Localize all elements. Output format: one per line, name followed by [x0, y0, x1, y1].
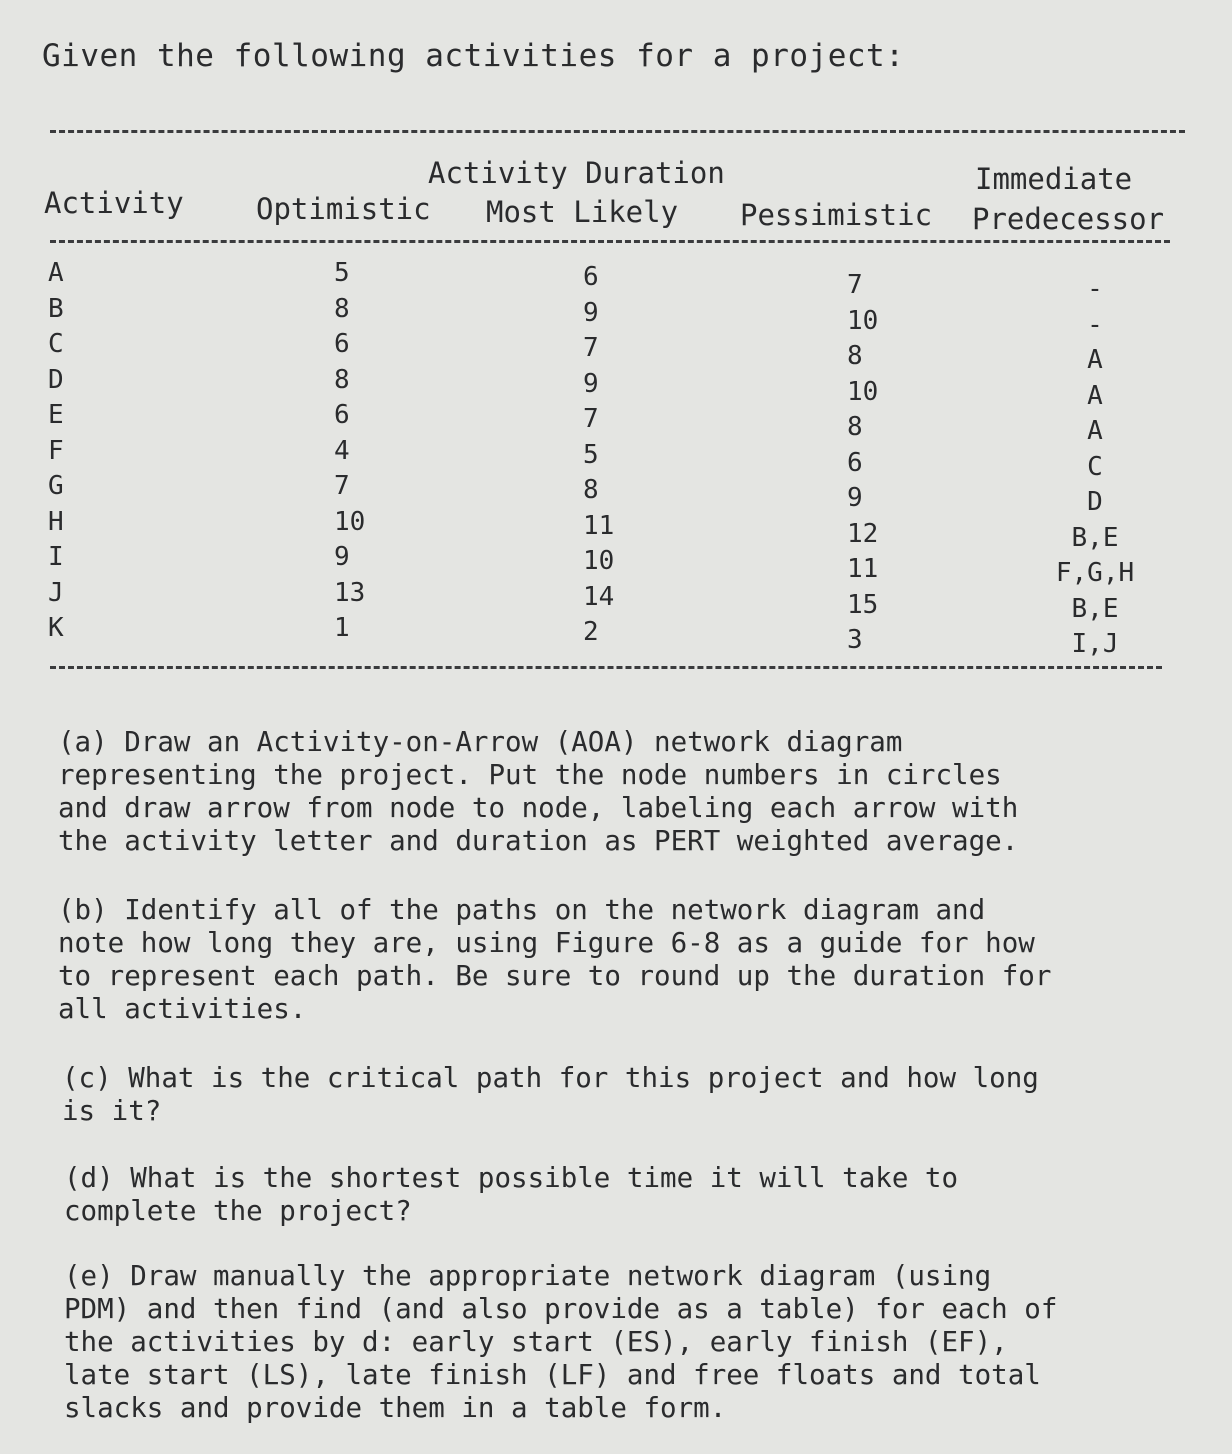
question-line: the activity letter and duration as PERT weighted average.: [58, 825, 1019, 857]
header-pessimistic: Pessimistic: [740, 198, 933, 232]
optimistic-cell: 4: [334, 435, 350, 466]
question-line: (a) Draw an Activity-on-Arrow (AOA) network diagram: [58, 726, 903, 758]
activity-cell: B: [48, 293, 64, 324]
predecessor-cell: B,E: [1071, 522, 1119, 553]
predecessor-cell: A: [1087, 416, 1103, 446]
question-line: (e) Draw manually the appropriate network diagram (using: [64, 1260, 992, 1292]
question-line: all activities.: [58, 993, 307, 1025]
header-predecessor: Predecessor: [972, 202, 1165, 236]
most-likely-cell: 7: [583, 404, 599, 434]
optimistic-cell: 8: [334, 293, 350, 324]
question-line: late start (LS), late finish (LF) and free floats and total: [64, 1359, 1041, 1391]
optimistic-column: [334, 256, 394, 647]
most-likely-cell: 2: [583, 617, 599, 647]
question-line: complete the project?: [64, 1195, 412, 1227]
optimistic-cell: 6: [334, 400, 350, 430]
pessimistic-cell: 7: [847, 270, 863, 300]
pessimistic-cell: 8: [847, 412, 863, 442]
activity-cell: C: [48, 329, 64, 359]
pessimistic-cell: 12: [847, 518, 879, 549]
activity-cell: D: [48, 364, 64, 395]
table-top-rule: [50, 130, 1185, 133]
table-bottom-rule: [50, 666, 1162, 669]
predecessor-cell: A: [1087, 345, 1103, 375]
question-line: (c) What is the critical path for this project and how long: [62, 1062, 1039, 1094]
header-optimistic: Optimistic: [256, 192, 431, 226]
most-likely-cell: 11: [583, 510, 615, 541]
question-b: [58, 894, 1198, 1026]
predecessor-cell: -: [1087, 309, 1103, 340]
header-bottom-rule: [50, 240, 1170, 243]
header-activity: Activity: [44, 186, 184, 220]
optimistic-cell: 10: [334, 506, 366, 537]
most-likely-column: [583, 260, 643, 651]
pessimistic-column: [847, 268, 907, 659]
activity-cell: F: [48, 435, 64, 466]
most-likely-cell: 8: [583, 475, 599, 505]
activity-cell: K: [48, 613, 64, 643]
optimistic-cell: 8: [334, 364, 350, 395]
header-most-likely: Most Likely: [486, 195, 679, 229]
optimistic-cell: 6: [334, 329, 350, 359]
predecessor-column: [1040, 272, 1150, 663]
pessimistic-cell: 11: [847, 554, 879, 584]
most-likely-cell: 9: [583, 297, 599, 328]
most-likely-cell: 6: [583, 262, 599, 292]
most-likely-cell: 14: [583, 581, 615, 612]
predecessor-cell: B,E: [1071, 593, 1119, 624]
optimistic-cell: 9: [334, 542, 350, 572]
activity-cell: E: [48, 400, 64, 430]
header-activity-duration: Activity Duration: [428, 156, 725, 190]
pessimistic-cell: 9: [847, 483, 863, 513]
question-line: PDM) and then find (and also provide as a table) for each of: [64, 1293, 1058, 1325]
predecessor-cell: -: [1087, 274, 1103, 304]
predecessor-cell: C: [1087, 451, 1103, 482]
most-likely-cell: 5: [583, 439, 599, 470]
activity-cell: I: [48, 542, 64, 572]
question-line: the activities by d: early start (ES), early finish (EF),: [64, 1326, 1008, 1358]
predecessor-cell: D: [1087, 487, 1103, 517]
activity-cell: J: [48, 577, 64, 608]
most-likely-cell: 7: [583, 333, 599, 363]
question-d: [64, 1162, 1204, 1228]
pessimistic-cell: 6: [847, 447, 863, 478]
activity-cell: H: [48, 506, 64, 537]
intro-text: Given the following activities for a project:: [42, 38, 905, 74]
activity-cell: A: [48, 258, 64, 288]
question-a: [58, 726, 1198, 858]
predecessor-cell: F,G,H: [1055, 558, 1135, 588]
activity-column: [48, 256, 88, 647]
question-line: representing the project. Put the node numbers in circles: [58, 759, 1002, 791]
question-line: (d) What is the shortest possible time it will take to: [64, 1162, 959, 1194]
question-line: is it?: [62, 1095, 162, 1127]
header-immediate: Immediate: [975, 162, 1133, 196]
activity-cell: G: [48, 471, 64, 501]
question-line: slacks and provide them in a table form.: [64, 1392, 727, 1424]
most-likely-cell: 9: [583, 368, 599, 399]
question-e: [64, 1260, 1204, 1425]
optimistic-cell: 5: [334, 258, 350, 288]
optimistic-cell: 13: [334, 577, 366, 608]
question-line: to represent each path. Be sure to round up the duration for: [58, 960, 1052, 992]
pessimistic-cell: 3: [847, 625, 863, 655]
predecessor-cell: I,J: [1071, 629, 1119, 659]
pessimistic-cell: 15: [847, 589, 879, 620]
question-line: note how long they are, using Figure 6-8 as a guide for how: [58, 927, 1035, 959]
pessimistic-cell: 10: [847, 305, 879, 336]
question-c: [62, 1062, 1202, 1128]
question-line: and draw arrow from node to node, labeling each arrow with: [58, 792, 1019, 824]
question-line: (b) Identify all of the paths on the network diagram and: [58, 894, 986, 926]
pessimistic-cell: 8: [847, 341, 863, 371]
predecessor-cell: A: [1087, 380, 1103, 411]
optimistic-cell: 7: [334, 471, 350, 501]
pessimistic-cell: 10: [847, 376, 879, 407]
optimistic-cell: 1: [334, 613, 350, 643]
most-likely-cell: 10: [583, 546, 615, 576]
